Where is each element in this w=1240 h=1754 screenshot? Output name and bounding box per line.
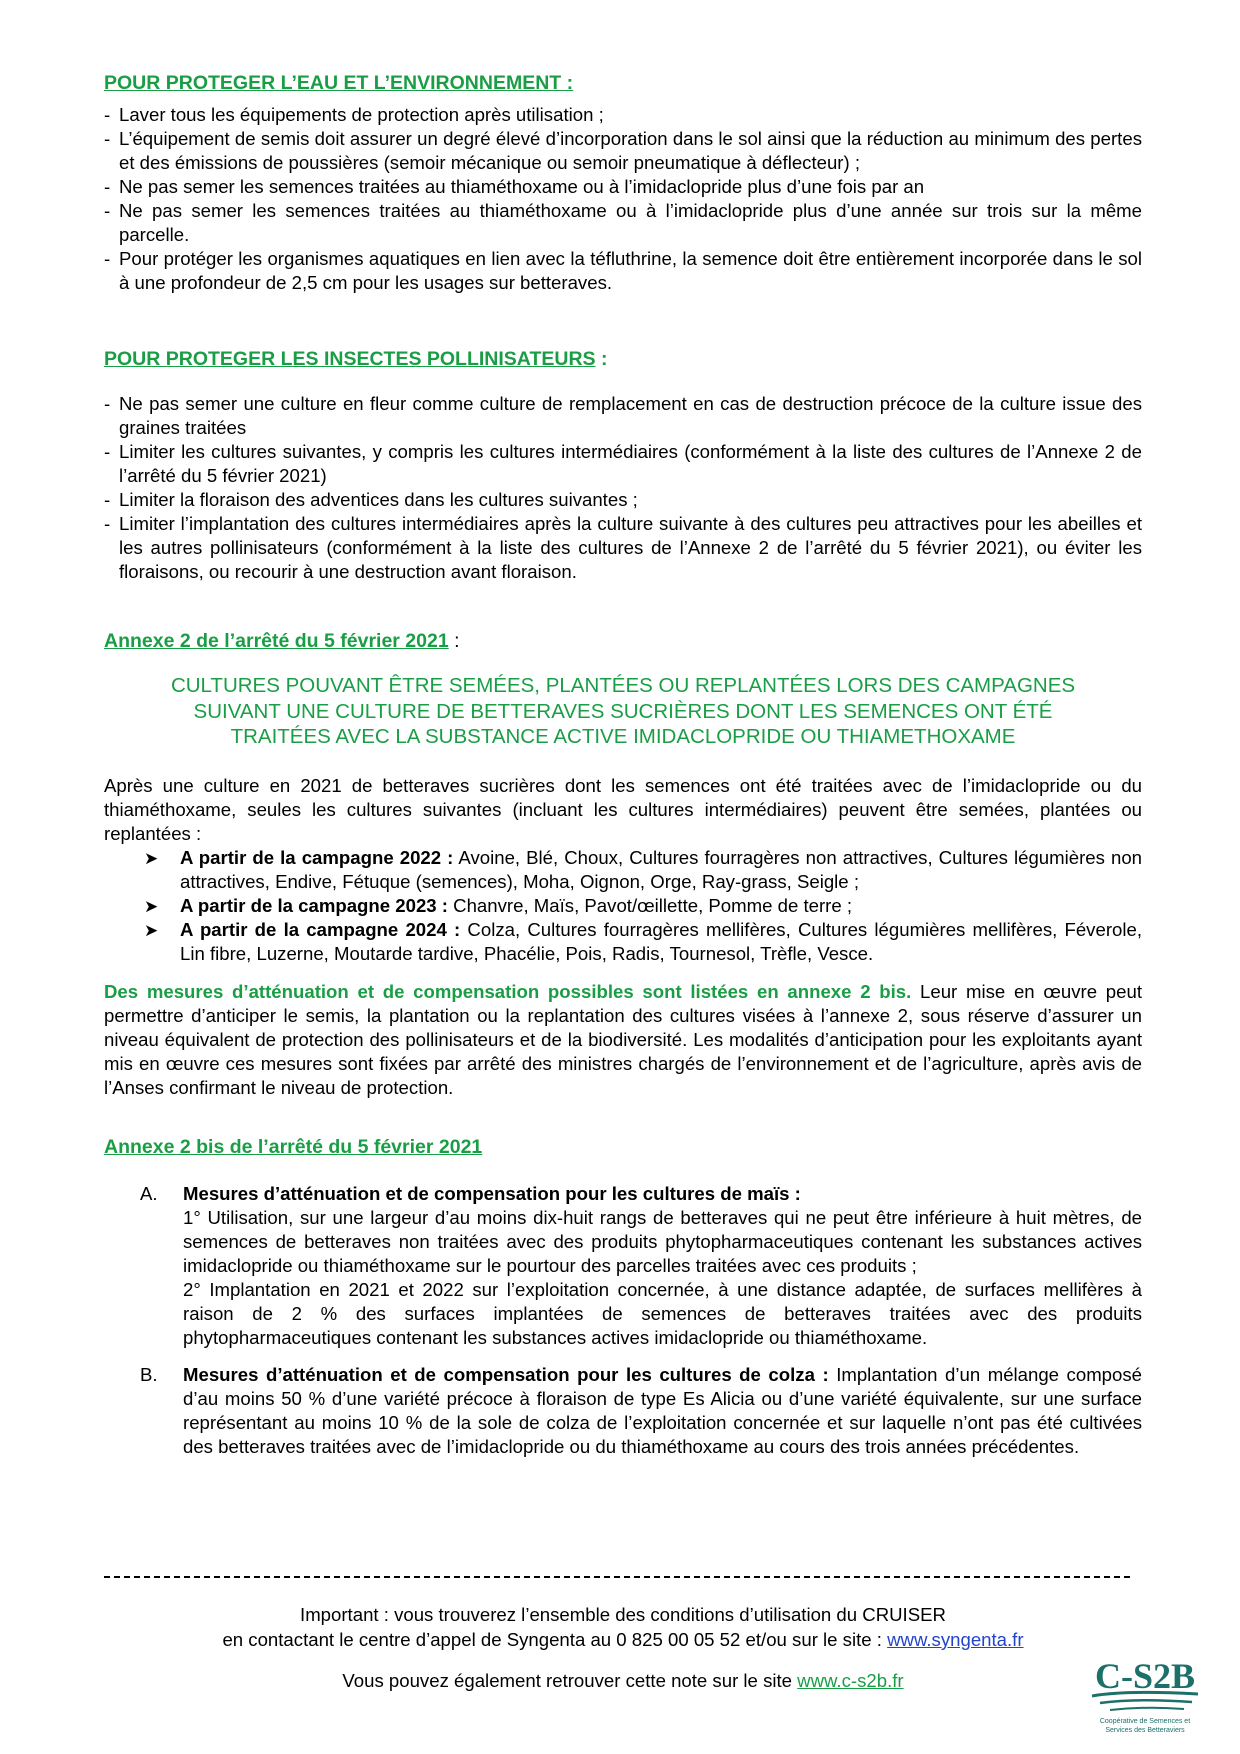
campaign-text: Avoine, Blé, Choux, Cultures fourragères non attractives, Cultures légumières non attractives, Endive, Fétuque (semences), Moha, Oignon, Orge, Ray-grass, Seigle ;	[180, 847, 1143, 892]
measure-item-a	[140, 1182, 1142, 1350]
footer-important	[104, 1602, 1142, 1652]
annexe2-heading-line: SUIVANT UNE CULTURE DE BETTERAVES SUCRIÈRES DONT LES SEMENCES ONT ÉTÉ	[193, 699, 1053, 723]
logo-subtitle: Services des Betteraviers	[1105, 1727, 1185, 1734]
arrow-bullet-icon: ➤	[144, 897, 159, 916]
list-item: - Limiter la floraison des adventices dans les cultures suivantes ;	[104, 488, 1142, 512]
section-title-annexe2-text: Annexe 2 de l’arrêté du 5 février 2021	[104, 630, 449, 652]
list-item: - Ne pas semer les semences traitées au thiaméthoxame ou à l’imidaclopride plus d’une fois par an	[104, 175, 1142, 199]
campaign-label: A partir de la campagne 2024 :	[180, 919, 461, 940]
logo-name: C-S2B	[1094, 1656, 1196, 1696]
annexe2-intro: Après une culture en 2021 de betteraves sucrières dont les semences ont été traitées avec de l’imidaclopride ou du thiaméthoxame, seules les cultures suivantes (incluant les cultures intermédiaires) peuvent être semées, plantées ou replantées :	[104, 775, 1142, 844]
list-item: - L’équipement de semis doit assurer un degré élevé d’incorporation dans le sol ainsi que la réduction au minimum des pertes et des émissions de poussières (semoir mécanique ou semoir pneumatique à déflecteur) ;	[104, 127, 1142, 175]
arrow-bullet-icon: ➤	[144, 921, 159, 940]
annexe2-heading-line: TRAITÉES AVEC LA SUBSTANCE ACTIVE IMIDACLOPRIDE OU THIAMETHOXAME	[230, 725, 1016, 748]
cs2b-link[interactable]: www.c-s2b.fr	[797, 1670, 904, 1691]
campaign-item	[144, 918, 1142, 966]
measures-highlight: Des mesures d’atténuation et de compensation possibles sont listées en annexe 2 bis.	[104, 981, 912, 1002]
measures-paragraph	[104, 980, 1142, 1100]
footer-line-text: Vous pouvez également retrouver cette note sur le site	[342, 1670, 798, 1691]
campaign-label: A partir de la campagne 2022 :	[180, 847, 454, 868]
section-title-pollinisateurs-text: POUR PROTEGER LES INSECTES POLLINISATEURS	[104, 348, 596, 370]
section-title-eau	[104, 72, 573, 95]
section-title-eau-text: POUR PROTEGER L’EAU ET L’ENVIRONNEMENT :	[104, 72, 574, 94]
annexe2-heading-line: CULTURES POUVANT ÊTRE SEMÉES, PLANTÉES OU REPLANTÉES LORS DES CAMPAGNES	[170, 674, 1076, 697]
campaign-list	[144, 846, 1142, 966]
campaign-text: Colza, Cultures fourragères mellifères, Cultures légumières mellifères, Féverole, Lin fibre, Luzerne, Moutarde tardive, Phacélie, Pois, Radis, Tournesol, Trèfle, Vesce.	[180, 919, 1142, 964]
footer-line	[104, 1627, 1142, 1652]
section-title-annexe2bis-text: Annexe 2 bis de l’arrêté du 5 février 2021	[104, 1136, 483, 1158]
measure-paragraph: 1° Utilisation, sur une largeur d’au moins dix-huit rangs de betteraves qui ne peut être inférieure à huit mètres, de semences de betteraves non traitées avec des produits phytopharmaceutiques contenant les substances actives imidaclopride ou thiaméthoxame sur le pourtour des parcelles traitées avec ces produits ;	[183, 1207, 1142, 1276]
measure-heading: Mesures d’atténuation et de compensation pour les cultures de maïs :	[183, 1183, 801, 1204]
measure-item-b	[140, 1363, 1142, 1459]
section-title-annexe2bis	[104, 1136, 482, 1159]
measure-paragraph: 2° Implantation en 2021 et 2022 sur l’exploitation concernée, à une distance adaptée, de surfaces mellifères à raison de 2 % des surfaces implantées de semences de betteraves traitées avec des produits phytopharmaceutiques contenant les substances actives imidaclopride ou thiaméthoxame.	[183, 1279, 1142, 1348]
footer-note	[104, 1668, 1142, 1693]
campaign-label: A partir de la campagne 2023 :	[180, 895, 448, 916]
footer-line-text: en contactant le centre d’appel de Syngenta au 0 825 00 05 52 et/ou sur le site :	[222, 1629, 888, 1650]
dashed-divider	[104, 1576, 1130, 1578]
measure-text: Implantation d’un mélange composé d’au moins 50 % d’une variété précoce à floraison de type Es Alicia ou d’une variété équivalente, sur une surface représentant au moins 10 % de la sole de colza de l’exploitation concernée et sur laquelle n’ont pas été cultivées des betteraves traitées avec de l’imidaclopride ou du thiaméthoxame au cours des trois années précédentes.	[183, 1364, 1143, 1457]
footer-line: Important : vous trouverez l’ensemble des conditions d’utilisation du CRUISER	[300, 1604, 946, 1625]
list-item: - Limiter les cultures suivantes, y compris les cultures intermédiaires (conformément à la liste des cultures de l’Annexe 2 de l’arrêté du 5 février 2021)	[104, 440, 1142, 488]
item-letter: B.	[140, 1364, 158, 1385]
section-title-annexe2	[104, 630, 460, 653]
logo-subtitle: Coopérative de Semences et	[1099, 1718, 1191, 1725]
list-item: - Laver tous les équipements de protection après utilisation ;	[104, 103, 1142, 127]
annexe2bis-list	[140, 1182, 1142, 1459]
measure-heading: Mesures d’atténuation et de compensation pour les cultures de colza :	[183, 1364, 829, 1385]
campaign-item	[144, 846, 1142, 894]
list-item: - Ne pas semer une culture en fleur comme culture de remplacement en cas de destruction précoce de la culture issue des graines traitées	[104, 392, 1142, 440]
section-title-colon: :	[448, 630, 460, 652]
syngenta-link[interactable]: www.syngenta.fr	[887, 1629, 1024, 1650]
campaign-item	[144, 894, 1142, 918]
section-title-colon: :	[595, 348, 608, 370]
measures-text: Leur mise en œuvre peut permettre d’anticiper le semis, la plantation ou la replantation des cultures visées à l’annexe 2, sous réserve d’assurer un niveau équivalent de protection des pollinisateurs et de la biodiversité. Les modalités d’anticipation pour les exploitants ayant mis en œuvre ces mesures sont fixées par arrêté des ministres chargés de l’environnement et de l’agriculture, après avis de l’Anses confirmant le niveau de protection.	[104, 981, 1142, 1098]
list-eau	[104, 103, 1142, 295]
cs2b-logo-graphic	[1086, 1650, 1204, 1738]
cs2b-logo	[1086, 1650, 1204, 1738]
list-pollinisateurs	[104, 392, 1142, 584]
list-item: - Limiter l’implantation des cultures intermédiaires après la culture suivante à des cultures peu attractives pour les abeilles et les autres pollinisateurs (conformément à la liste des cultures de l’Annexe 2 de l’arrêté du 5 février 2021), ou éviter les floraisons, ou recourir à une destruction avant floraison.	[104, 512, 1142, 584]
arrow-bullet-icon: ➤	[144, 849, 159, 868]
list-item: - Ne pas semer les semences traitées au thiaméthoxame ou à l’imidaclopride plus d’une année sur trois sur la même parcelle.	[104, 199, 1142, 247]
section-title-pollinisateurs	[104, 348, 607, 371]
campaign-text: Chanvre, Maïs, Pavot/œillette, Pomme de terre ;	[448, 895, 853, 916]
item-letter: A.	[140, 1183, 158, 1204]
list-item: - Pour protéger les organismes aquatiques en lien avec la téfluthrine, la semence doit être entièrement incorporée dans le sol à une profondeur de 2,5 cm pour les usages sur betteraves.	[104, 247, 1142, 295]
annexe2-heading	[104, 673, 1142, 750]
